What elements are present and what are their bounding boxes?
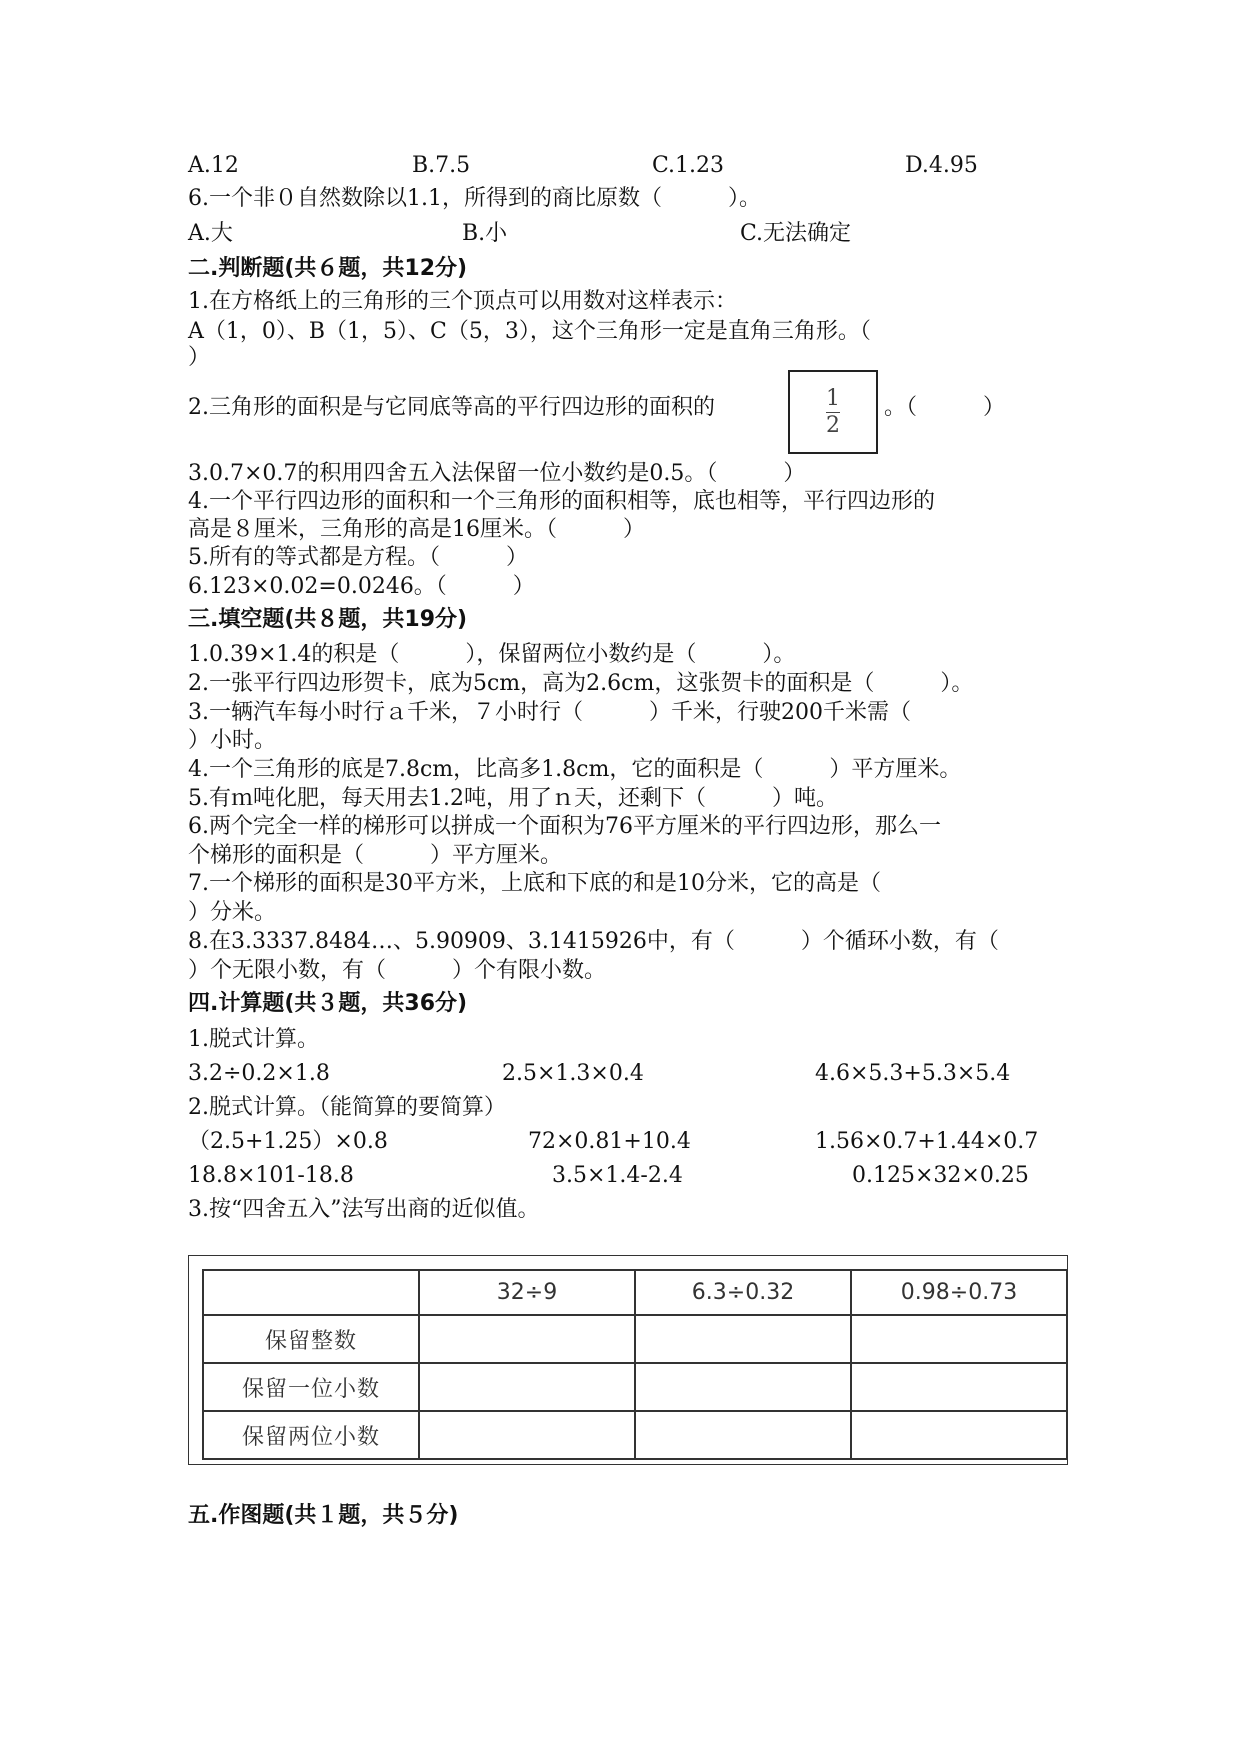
judge-q2-tail: 。（ ）: [884, 395, 1006, 420]
table-row: [203, 1411, 1067, 1459]
answer-cell: [419, 1315, 635, 1363]
fraction-numerator: 1: [826, 385, 840, 411]
q6-text: 6.一个非０自然数除以1.1，所得到的商比原数（ ）。: [188, 186, 761, 211]
calc-q2-title: 2.脱式计算。（能简算的要简算）: [188, 1095, 506, 1120]
judge-q3: 3.0.7×0.7的积用四舍五入法保留一位小数约是0.5。（ ）: [188, 461, 806, 486]
fill-line: 1.0.39×1.4的积是（ ），保留两位小数约是（ ）。: [188, 642, 796, 667]
calc-expression: 0.125×32×0.25: [852, 1163, 1029, 1188]
answer-cell: [635, 1363, 851, 1411]
table-row-label: 保留一位小数: [203, 1363, 419, 1411]
q5-option-a: A.12: [188, 153, 239, 178]
judge-q5: 5.所有的等式都是方程。（ ）: [188, 545, 528, 570]
calc-expression: 3.2÷0.2×1.8: [188, 1061, 330, 1086]
fill-line: 2.一张平行四边形贺卡，底为5cm，高为2.6cm，这张贺卡的面积是（ ）。: [188, 671, 974, 696]
answer-cell: [419, 1411, 635, 1459]
section-2-title: 二.判断题(共６题，共12分): [188, 256, 468, 281]
fill-line: ）小时。: [188, 728, 277, 753]
answer-cell: [851, 1315, 1067, 1363]
fill-line: 4.一个三角形的底是7.8cm，比高多1.8cm，它的面积是（ ）平方厘米。: [188, 757, 962, 782]
judge-q6: 6.123×0.02=0.0246。（ ）: [188, 574, 535, 599]
judge-q4-line1: 4.一个平行四边形的面积和一个三角形的面积相等，底也相等，平行四边形的: [188, 489, 935, 514]
calc-expression: 2.5×1.3×0.4: [502, 1061, 644, 1086]
judge-q2-text: 2.三角形的面积是与它同底等高的平行四边形的面积的: [188, 395, 715, 420]
calc-expression: 3.5×1.4-2.4: [552, 1163, 683, 1188]
section-3-title: 三.填空题(共８题，共19分): [188, 607, 468, 632]
calc-q1-title: 1.脱式计算。: [188, 1027, 319, 1052]
answer-cell: [635, 1315, 851, 1363]
fraction-denominator: 2: [826, 412, 840, 438]
table-row: [203, 1315, 1067, 1363]
table-row-label: 保留两位小数: [203, 1411, 419, 1459]
calc-expression: （2.5+1.25）×0.8: [188, 1129, 388, 1154]
fill-line: ）分米。: [188, 900, 277, 925]
q6-option-c: C.无法确定: [740, 221, 852, 246]
approximation-table: [202, 1269, 1068, 1460]
judge-q4-line2: 高是８厘米，三角形的高是16厘米。（ ）: [188, 517, 645, 542]
fill-line: 3.一辆汽车每小时行ａ千米，７小时行（ ）千米，行驶200千米需（: [188, 700, 911, 725]
section-4-title: 四.计算题(共３题，共36分): [188, 991, 468, 1016]
answer-cell: [635, 1411, 851, 1459]
q6-option-b: B.小: [462, 221, 508, 246]
answer-cell: [851, 1411, 1067, 1459]
judge-q1-line3: ）: [188, 345, 211, 370]
fraction-box: [788, 370, 878, 454]
q5-option-c: C.1.23: [652, 153, 725, 178]
fill-line: 5.有ｍ吨化肥，每天用去1.2吨，用了ｎ天，还剩下（ ）吨。: [188, 786, 838, 811]
answer-cell: [419, 1363, 635, 1411]
calc-expression: 1.56×0.7+1.44×0.7: [815, 1129, 1039, 1154]
judge-q1-line2: A（1，0）、B（1，5）、C（5，3），这个三角形一定是直角三角形。（: [188, 319, 871, 344]
table-header-cell: 0.98÷0.73: [851, 1270, 1067, 1315]
calc-q3-title: 3.按“四舍五入”法写出商的近似值。: [188, 1197, 540, 1222]
fill-line: 7.一个梯形的面积是30平方米，上底和下底的和是10分米，它的高是（: [188, 871, 881, 896]
q5-option-b: B.7.5: [412, 153, 471, 178]
table-row: [203, 1363, 1067, 1411]
calc-expression: 18.8×101-18.8: [188, 1163, 354, 1188]
table-header-cell: 6.3÷0.32: [635, 1270, 851, 1315]
fill-line: 8.在3.3337.8484…、5.90909、3.1415926中，有（ ）个循环小数，有（: [188, 929, 999, 954]
table-header-row: [203, 1270, 1067, 1315]
section-5-title: 五.作图题(共１题，共５分): [188, 1503, 459, 1528]
fill-line: 6.两个完全一样的梯形可以拼成一个面积为76平方厘米的平行四边形，那么一: [188, 814, 941, 839]
calc-expression: 72×0.81+10.4: [528, 1129, 691, 1154]
answer-cell: [851, 1363, 1067, 1411]
calc-expression: 4.6×5.3+5.3×5.4: [815, 1061, 1011, 1086]
table-header-cell: 32÷9: [419, 1270, 635, 1315]
table-header-cell: [203, 1270, 419, 1315]
q6-option-a: A.大: [188, 221, 233, 246]
fill-line: ）个无限小数，有（ ）个有限小数。: [188, 958, 607, 983]
fill-line: 个梯形的面积是（ ）平方厘米。: [188, 843, 563, 868]
table-row-label: 保留整数: [203, 1315, 419, 1363]
q5-option-d: D.4.95: [905, 153, 978, 178]
fraction-one-half: [826, 385, 840, 438]
judge-q1-line1: 1.在方格纸上的三角形的三个顶点可以用数对这样表示：: [188, 289, 737, 314]
